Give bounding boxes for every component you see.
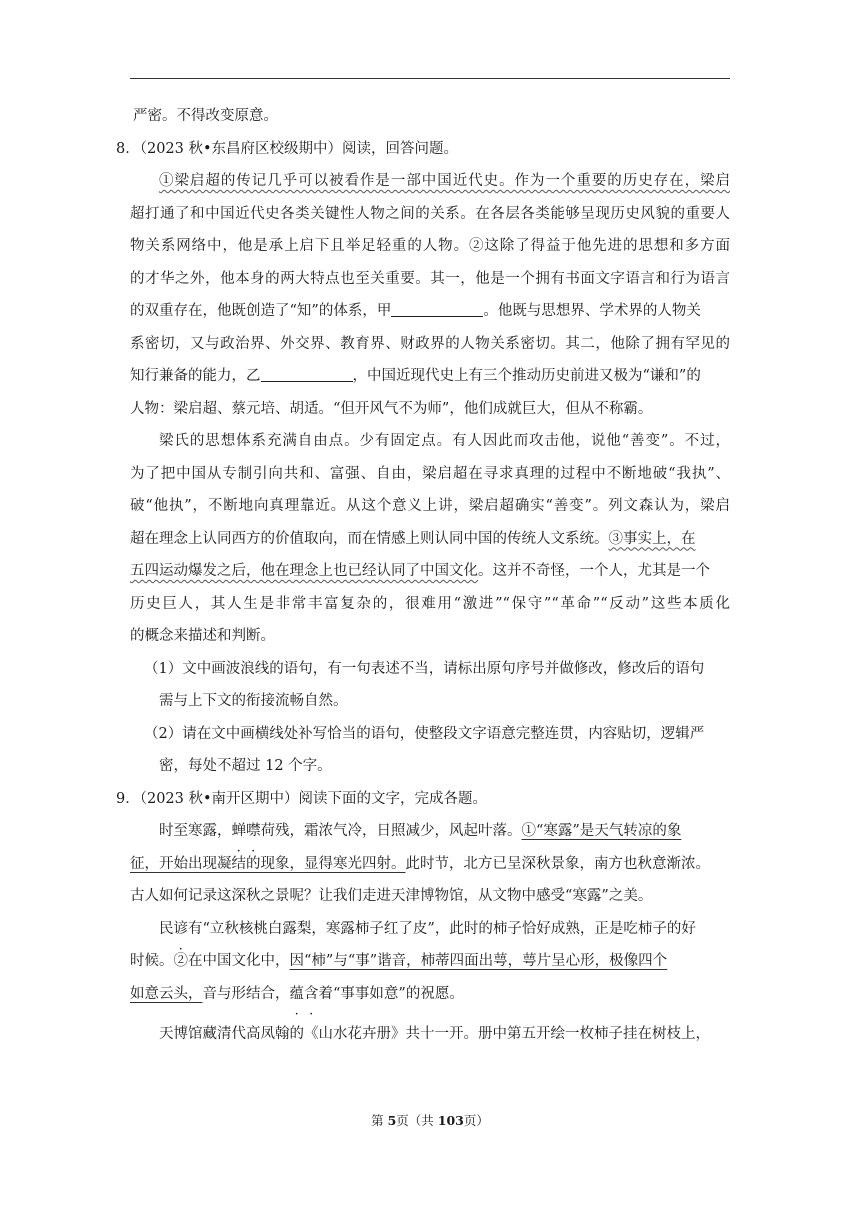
dotted-char: 蝉 — [231, 823, 246, 839]
text-segment: 知行兼备的能力，乙 — [130, 368, 261, 384]
text-segment: 时候。 — [130, 953, 174, 969]
paragraph-line: 古人如何记录这深秋之景呢？让我们走进天津博物馆，从文物中感受“寒露”之美。 — [130, 888, 653, 904]
paragraph-line: 为了把中国从专制引向共和、富强、自由，梁启超在寻求真理的过程中不断地破“我执”、 — [130, 465, 730, 482]
header-rule — [130, 78, 730, 79]
text-segment: 着“事事如意”的祝愿。 — [318, 985, 464, 1002]
wavy-sentence-1: ①梁启超的传记几乎可以被看作是一部中国近代史。作为一个重要的历史存在，梁启 — [159, 173, 730, 189]
dotted-char: 蕴 — [289, 985, 304, 1002]
paragraph-line — [130, 978, 730, 1011]
dotted-char: 含 — [304, 985, 319, 1002]
text-segment: 。他既与思想界、学术界的人物关 — [483, 303, 701, 319]
text-segment: 时至寒露， — [159, 823, 232, 839]
text-segment: 有“立秋核桃白露梨，寒露柿子红了皮”，此时的柿子恰好成熟，正是吃柿子的好 — [188, 920, 696, 937]
wavy-sentence-2-start: 物关系网络中，他是承上启下且举足轻重的人物。②这除了得益于他先进的思想和多方面 — [130, 238, 730, 254]
blank-yi — [261, 365, 353, 382]
paragraph-line: 的概念来描述和判断。 — [130, 628, 275, 644]
current-page-number: 5 — [387, 1113, 397, 1128]
total-page-count: 103 — [437, 1113, 464, 1128]
page-footer — [0, 1111, 860, 1129]
paragraph-line — [130, 523, 730, 556]
footer-text: 页） — [463, 1113, 489, 1128]
underlined-sentence-1: ①“寒露”是天气转凉的象 — [521, 823, 682, 839]
dotted-char: 谚 — [173, 920, 188, 937]
wavy-sentence-3: ③事实上，在 — [608, 530, 696, 547]
paragraph-line — [130, 913, 730, 946]
dotted-char: 噤 — [246, 823, 261, 839]
paragraph-line: 天博馆藏清代高凤翰的《山水花卉册》共十一开。册中第五开绘一枚柿子挂在树枝上， — [159, 1026, 710, 1042]
paragraph-line: 人物：梁启超、蔡元培、胡适。“但开风气不为师”，他们成就巨大，但从不称霸。 — [130, 400, 653, 417]
paragraph-line: 梁氏的思想体系充满自由点。少有固定点。有人因此而攻击他，说他“善变”。不过， — [159, 433, 730, 449]
sub-question-2-cont: 密，每处不超过 12 个字。 — [159, 758, 332, 774]
text-segment: 。这并不奇怪，一个人，尤其是一个 — [478, 563, 710, 579]
text-segment: 音与形结合， — [202, 985, 290, 1002]
paragraph-line: 系密切，又与政治界、外交界、教育界、财政界的人物关系密切。其二，他除了拥有罕见的 — [130, 335, 730, 352]
sub-question-1: （1）文中画波浪线的语句，有一句表述不当，请标出原句序号并做修改，修改后的语句 — [144, 660, 705, 677]
underlined-sentence-2: 因“柿”与“事”谐音，柿蒂四面出萼，萼片呈心形，极像四个 — [289, 953, 668, 969]
text-segment: ②在中国文化中， — [173, 953, 290, 969]
text-segment: 此时节，北方已呈深秋景象，南方也秋意渐浓。 — [405, 855, 710, 872]
text-segment: 民 — [159, 920, 174, 937]
text-segment: 的双重存在，他既创造了“知”的体系，甲 — [130, 303, 392, 319]
text-segment: 荷残，霜浓气冷，日照减少，风起叶落。 — [260, 823, 522, 839]
blank-jia — [391, 300, 483, 317]
paragraph-line — [130, 295, 730, 328]
footer-text: 页（共 — [396, 1113, 438, 1128]
question-8-heading: 8．（2023 秋•东昌府区校级期中）阅读，回答问题。 — [116, 140, 459, 157]
text-segment: 超在理念上认同西方的价值取向，而在情感上则认同中国的传统人文系统。 — [130, 530, 609, 547]
paragraph-line — [130, 230, 730, 263]
paragraph-line: 超打通了和中国近代史各类关键性人物之间的关系。在各层各类能够呈现历史风貌的重要人 — [130, 205, 730, 222]
footer-text: 第 — [371, 1113, 388, 1128]
question-9-heading: 9．（2023 秋•南开区期中）阅读下面的文字，完成各题。 — [116, 790, 488, 807]
paragraph-line — [130, 848, 730, 881]
paragraph-line — [130, 360, 730, 393]
paragraph-line: 破“他执”，不断地向真理靠近。从这个意义上讲，梁启超确实“善变”。列文森认为，梁启 — [130, 498, 730, 514]
paragraph-line — [130, 555, 730, 588]
text-line: 严密。不得改变原意。 — [133, 108, 278, 124]
document-body — [116, 100, 730, 1051]
underlined-sentence-1-cont: 征，开始出现凝结的现象，显得寒光四射。 — [130, 855, 406, 872]
paragraph-line — [130, 815, 730, 848]
wavy-sentence-3-cont: 五四运动爆发之后，他在理念上也已经认同了中国文化 — [130, 563, 478, 579]
text-segment: ，中国近现代史上有三个推动历史前进又极为“谦和”的 — [352, 368, 701, 384]
sub-question-2: （2）请在文中画横线处补写恰当的语句，使整段文字语意完整连贯，内容贴切，逻辑严 — [144, 725, 705, 742]
paragraph-line: 历史巨人，其人生是非常丰富复杂的，很难用“激进”“保守”“革命”“反动”这些本质化 — [130, 595, 730, 612]
paragraph-line — [130, 165, 730, 198]
paragraph-line: 的才华之外，他本身的两大特点也至关重要。其一，他是一个拥有书面文字语言和行为语言 — [130, 270, 730, 287]
underlined-sentence-2-cont: 如意云头， — [130, 985, 203, 1002]
paragraph-line — [130, 945, 730, 978]
sub-question-1-cont: 需与上下文的衔接流畅自然。 — [159, 693, 348, 709]
